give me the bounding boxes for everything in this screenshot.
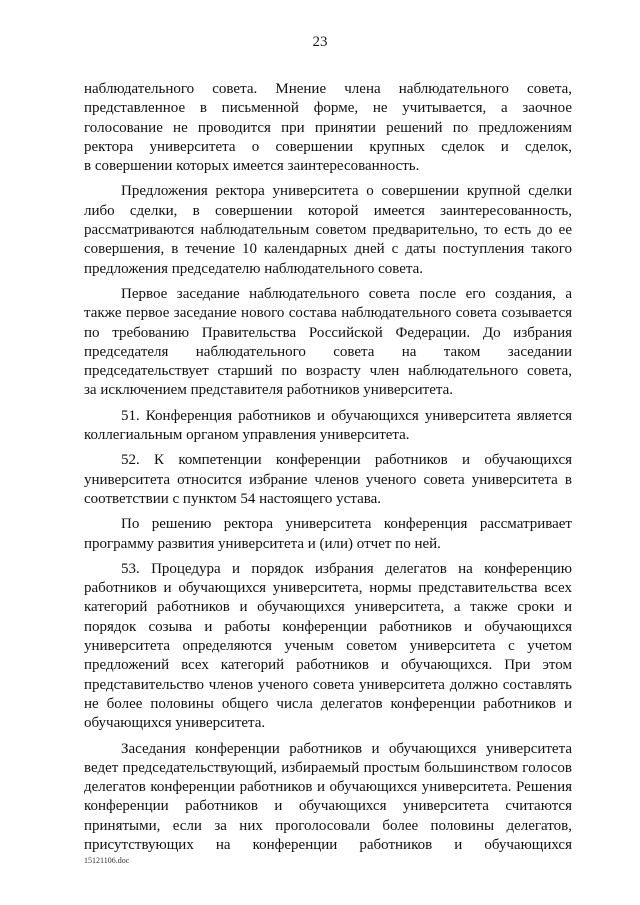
- text-line: категорий работников и обучающихся университета, а также сроки и: [84, 599, 572, 616]
- text-line: коллегиальным органом управления университета.: [84, 427, 410, 444]
- text-line: либо сделки, в совершении которой имеется заинтересованность,: [84, 202, 572, 219]
- paragraph: [84, 285, 572, 401]
- text-line: По решению ректора университета конференция рассматривает: [121, 516, 572, 533]
- text-line: Предложения ректора университета о совершении крупной сделки: [121, 183, 572, 200]
- paragraph: [84, 451, 572, 509]
- text-line: университета определяются ученым советом университета с учетом: [84, 638, 572, 655]
- text-line: не более половины общего числа делегатов конференции работников и: [84, 695, 572, 712]
- paragraph: [84, 80, 572, 176]
- text-line: обучающихся университета.: [84, 715, 266, 732]
- text-line: 52. К компетенции конференции работников и обучающихся: [121, 452, 572, 469]
- text-line: также первое заседание нового состава наблюдательного совета созывается: [84, 305, 572, 322]
- text-line: в совершении которых имеется заинтересованность.: [84, 158, 420, 175]
- text-line: работников и обучающихся университета, нормы представительства всех: [84, 580, 572, 597]
- text-line: за исключением представителя работников университета.: [84, 382, 454, 399]
- text-line: ректора университета о совершении крупных сделок и сделок,: [84, 138, 572, 155]
- paragraph: [84, 560, 572, 734]
- text-line: соответствии с пунктом 54 настоящего устава.: [84, 490, 382, 507]
- paragraph: [84, 740, 572, 856]
- text-line: принятыми, если за них проголосовали более половины делегатов,: [84, 817, 572, 834]
- text-line: порядок созыва и работы конференции работников и обучающихся: [84, 618, 572, 635]
- text-line: председательствует старший по возрасту член наблюдательного совета,: [84, 363, 572, 380]
- text-line: представительство членов ученого совета университета должно составлять: [84, 676, 572, 693]
- paragraph: [84, 407, 572, 446]
- text-line: предложений всех категорий работников и обучающихся. При этом: [84, 657, 572, 674]
- text-line: делегатов конференции работников и обучающихся университета. Решения: [84, 779, 572, 796]
- text-line: наблюдательного совета. Мнение члена наблюдательного совета,: [84, 81, 572, 97]
- text-line: Первое заседание наблюдательного совета после его создания, а: [121, 285, 572, 302]
- file-code-footer: 15121106.doc: [84, 856, 130, 865]
- page-number: 23: [312, 34, 328, 50]
- text-line: совершения, в течение 10 календарных дней с даты поступления такого: [84, 241, 572, 258]
- text-line: присутствующих на конференции работников и обучающихся: [84, 836, 572, 853]
- text-line: 53. Процедура и порядок избрания делегатов на конференцию: [121, 560, 572, 577]
- text-line: по требованию Правительства Российской Федерации. До избрания: [84, 324, 572, 341]
- text-line: ведет председательствующий, избираемый простым большинством голосов: [84, 759, 572, 776]
- text-line: программу развития университета и (или) отчет по ней.: [84, 535, 441, 552]
- text-line: университета относится избрание членов ученого совета университета в: [84, 471, 572, 488]
- paragraph: [84, 515, 572, 554]
- text-line: рассматриваются наблюдательным советом предварительно, то есть до ее: [84, 222, 572, 239]
- text-line: 51. Конференция работников и обучающихся университета является: [121, 407, 572, 424]
- document-body: [84, 80, 572, 861]
- text-line: председателя наблюдательного совета на таком заседании: [84, 343, 572, 360]
- paragraph: [84, 182, 572, 278]
- text-line: Заседания конференции работников и обучающихся университета: [121, 740, 572, 757]
- text-line: представленное в письменной форме, не учитывается, а заочное: [84, 100, 572, 117]
- text-line: конференции работников и обучающихся университета считаются: [84, 798, 572, 815]
- text-line: предложения председателю наблюдательного совета.: [84, 260, 424, 277]
- text-line: голосование не проводится при принятии решений по предложениям: [84, 119, 572, 136]
